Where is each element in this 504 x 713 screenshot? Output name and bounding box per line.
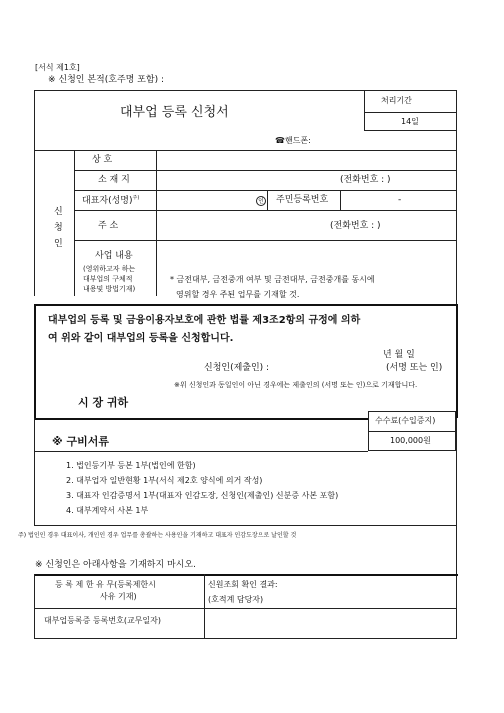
location-label: 소 재 지 bbox=[98, 175, 130, 185]
applicant-side-3: 인 bbox=[54, 239, 63, 249]
background-check-result: 신원조회 확인 결과: bbox=[208, 580, 278, 589]
seal-mark: 인 bbox=[256, 196, 266, 206]
document-item-2: 2. 대부업자 일반현황 1부(서식 제2호 양식에 의거 작성) bbox=[66, 476, 263, 485]
business-content-title: 사업 내용 bbox=[95, 251, 133, 261]
representative-label: 대표자(성명)$^{주)}$ bbox=[82, 195, 140, 206]
location-phone: (전화번호 : ) bbox=[340, 175, 391, 185]
address-label: 주 소 bbox=[98, 221, 119, 231]
form-title: 대부업 등록 신청서 bbox=[120, 105, 229, 120]
declaration-line-1: 대부업의 등록 및 금융이용자보호에 관한 법률 제3조2항의 규정에 의하 bbox=[48, 315, 361, 326]
handphone-label: ☎핸드폰: bbox=[275, 136, 311, 145]
resident-no-value: - bbox=[398, 195, 402, 205]
trade-name-label: 상 호 bbox=[92, 155, 113, 165]
declaration-date: 년 월 일 bbox=[383, 350, 415, 360]
restriction-reason-1: 등 록 제 한 유 무(등록제한시 bbox=[55, 580, 156, 589]
processing-period-value: 14일 bbox=[401, 117, 419, 126]
declaration-line-2: 여 위와 같이 대부업의 등록을 신청합니다. bbox=[48, 333, 234, 344]
declaration-note: ※위 신청인과 동일인이 아닌 경우에는 제출인의 (서명 또는 인)으로 기재합니다. bbox=[174, 381, 418, 389]
background-check-officer: (호적계 담당자) bbox=[208, 595, 264, 604]
restriction-reason-2: 사유 기재) bbox=[100, 592, 137, 601]
documents-title: ※ 구비서류 bbox=[52, 435, 110, 448]
applicant-submitter-label: 신청인(제출인) : bbox=[204, 363, 270, 373]
business-note-3: 내용및 방법기재) bbox=[83, 285, 136, 293]
document-item-4: 4. 대부계약서 사본 1부 bbox=[66, 506, 149, 515]
business-note-1: (영위하고자 하는 bbox=[83, 265, 136, 273]
business-text-2: 영위할 경우 주된 업무를 기재할 것. bbox=[176, 290, 300, 299]
address-phone: (전화번호 : ) bbox=[330, 221, 381, 231]
sign-or-seal: (서명 또는 인) bbox=[386, 363, 443, 373]
document-item-1: 1. 법인등기부 등본 1부(법인에 한함) bbox=[66, 461, 196, 470]
notice-top: ※ 신청인 본적(호주명 포함) : bbox=[48, 75, 164, 85]
document-item-3: 3. 대표자 인감증명서 1부(대표자 인감도장, 신청인(제출인) 신분증 사본 포함) bbox=[66, 491, 339, 500]
registration-certificate-no: 대부업등록증 등록번호(교무일자) bbox=[44, 616, 161, 625]
processing-period-label: 처리기간 bbox=[381, 96, 412, 105]
applicant-side-2: 청 bbox=[54, 223, 63, 233]
addressee: 시 장 귀하 bbox=[78, 396, 129, 409]
fee-label: 수수료(수입증지) bbox=[375, 416, 436, 425]
footnote: 주) 법인인 경우 대표이사, 개인인 경우 업무를 총괄하는 사용인을 기재하고 대표자 인감도장으로 날인할 것 bbox=[18, 532, 297, 539]
form-number: [서식 제1호] bbox=[35, 63, 80, 72]
business-text-1: * 금전대부, 금전중개 여부 및 금전대부, 금전중개를 동시에 bbox=[170, 275, 375, 284]
office-notice: ※ 신청인은 아래사항을 기재하지 마시오. bbox=[35, 560, 196, 570]
applicant-side-1: 신 bbox=[54, 207, 63, 217]
resident-no-label: 주민등록번호 bbox=[276, 195, 329, 205]
fee-value: 100,000원 bbox=[390, 436, 431, 445]
business-note-2: 대부업의 구체적 bbox=[83, 275, 133, 283]
